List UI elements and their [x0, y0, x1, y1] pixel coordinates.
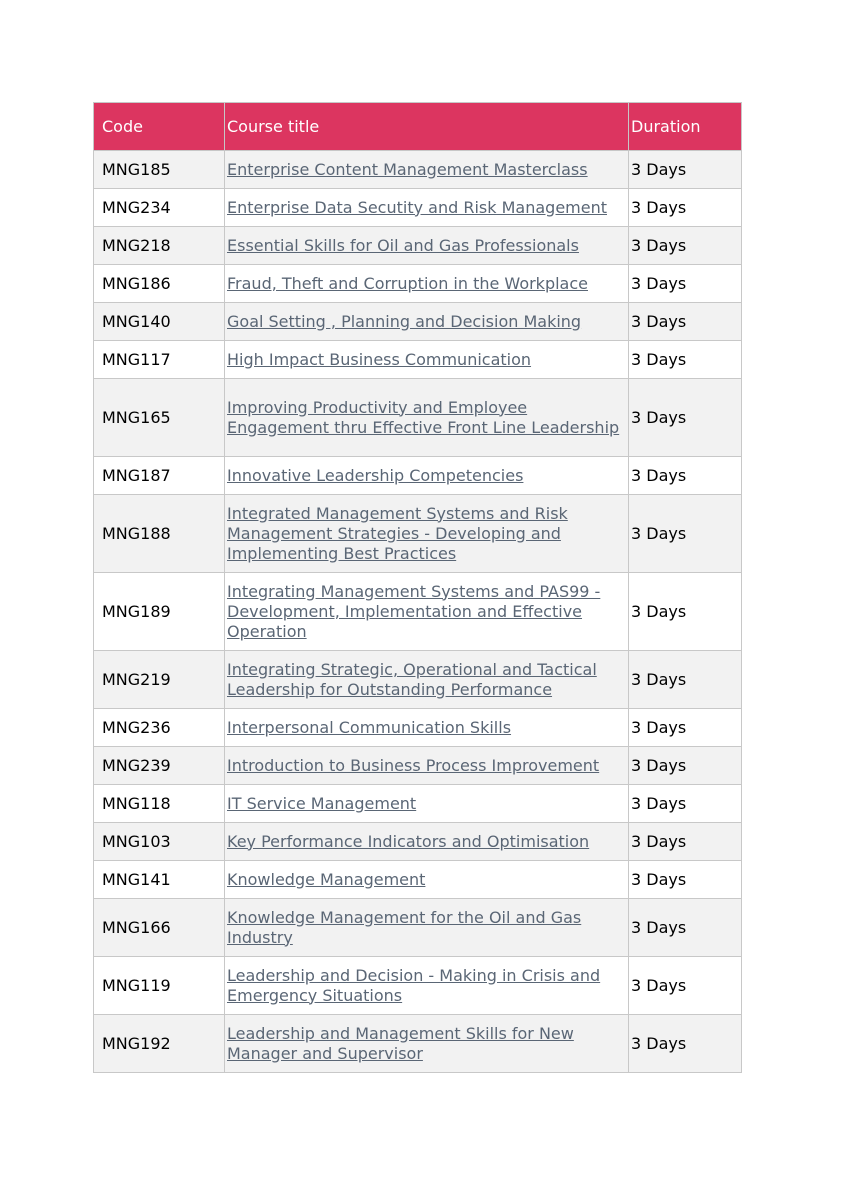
- course-code-cell: MNG188: [94, 495, 225, 573]
- table-header-row: [94, 103, 742, 151]
- course-duration-cell: 3 Days: [629, 899, 742, 957]
- course-title-cell: [225, 1015, 629, 1073]
- course-title-cell: [225, 189, 629, 227]
- table-row: [94, 747, 742, 785]
- course-title-link[interactable]: High Impact Business Communication: [227, 349, 532, 369]
- table-row: [94, 495, 742, 573]
- course-title-cell: [225, 151, 629, 189]
- course-title-link[interactable]: Fraud, Theft and Corruption in the Workplace: [227, 273, 588, 293]
- table-row: [94, 785, 742, 823]
- course-title-cell: [225, 379, 629, 457]
- course-title-cell: [225, 457, 629, 495]
- course-title-link[interactable]: Knowledge Management: [227, 869, 426, 889]
- course-duration-cell: 3 Days: [629, 265, 742, 303]
- table-row: [94, 899, 742, 957]
- table-row: [94, 573, 742, 651]
- course-code-cell: MNG140: [94, 303, 225, 341]
- course-duration-cell: 3 Days: [629, 785, 742, 823]
- course-title-link[interactable]: Integrated Management Systems and Risk Management Strategies - Developing and Implementing Best Practices: [227, 503, 568, 563]
- course-duration-cell: 3 Days: [629, 861, 742, 899]
- table-row: [94, 303, 742, 341]
- course-code-cell: MNG189: [94, 573, 225, 651]
- course-title-link[interactable]: Innovative Leadership Competencies: [227, 465, 524, 485]
- course-code-cell: MNG141: [94, 861, 225, 899]
- course-title-link[interactable]: Enterprise Content Management Masterclass: [227, 159, 588, 179]
- table-row: [94, 457, 742, 495]
- course-code-cell: MNG103: [94, 823, 225, 861]
- course-duration-cell: 3 Days: [629, 823, 742, 861]
- course-title-cell: [225, 823, 629, 861]
- course-duration-cell: 3 Days: [629, 495, 742, 573]
- course-title-link[interactable]: Key Performance Indicators and Optimisation: [227, 831, 590, 851]
- course-title-cell: [225, 747, 629, 785]
- course-code-cell: MNG187: [94, 457, 225, 495]
- course-title-cell: [225, 957, 629, 1015]
- course-table: [93, 102, 742, 1073]
- table-row: [94, 227, 742, 265]
- table-row: [94, 379, 742, 457]
- course-duration-cell: 3 Days: [629, 379, 742, 457]
- course-title-link[interactable]: IT Service Management: [227, 793, 417, 813]
- table-row: [94, 823, 742, 861]
- table-row: [94, 341, 742, 379]
- table-row: [94, 265, 742, 303]
- course-duration-cell: 3 Days: [629, 341, 742, 379]
- course-title-cell: [225, 651, 629, 709]
- table-row: [94, 151, 742, 189]
- course-title-link[interactable]: Goal Setting , Planning and Decision Making: [227, 311, 582, 331]
- course-code-cell: MNG118: [94, 785, 225, 823]
- table-row: [94, 651, 742, 709]
- course-duration-cell: 3 Days: [629, 227, 742, 265]
- course-title-link[interactable]: Knowledge Management for the Oil and Gas Industry: [227, 907, 582, 947]
- table-row: [94, 189, 742, 227]
- table-row: [94, 1015, 742, 1073]
- course-duration-cell: 3 Days: [629, 151, 742, 189]
- course-title-link[interactable]: Introduction to Business Process Improvement: [227, 755, 600, 775]
- course-title-cell: [225, 341, 629, 379]
- table-body: [94, 151, 742, 1073]
- course-code-cell: MNG166: [94, 899, 225, 957]
- course-title-link[interactable]: Integrating Management Systems and PAS99 - Development, Implementation and Effective Operation: [227, 581, 601, 641]
- course-code-cell: MNG218: [94, 227, 225, 265]
- course-title-link[interactable]: Interpersonal Communication Skills: [227, 717, 512, 737]
- course-title-cell: [225, 861, 629, 899]
- course-duration-cell: 3 Days: [629, 303, 742, 341]
- course-duration-cell: 3 Days: [629, 1015, 742, 1073]
- course-code-cell: MNG185: [94, 151, 225, 189]
- course-duration-cell: 3 Days: [629, 651, 742, 709]
- course-duration-cell: 3 Days: [629, 709, 742, 747]
- course-code-cell: MNG119: [94, 957, 225, 1015]
- course-title-cell: [225, 303, 629, 341]
- course-duration-cell: 3 Days: [629, 957, 742, 1015]
- course-duration-cell: 3 Days: [629, 573, 742, 651]
- course-code-cell: MNG192: [94, 1015, 225, 1073]
- course-code-cell: MNG239: [94, 747, 225, 785]
- table-row: [94, 709, 742, 747]
- course-title-link[interactable]: Essential Skills for Oil and Gas Professionals: [227, 235, 579, 255]
- course-title-cell: [225, 265, 629, 303]
- course-title-link[interactable]: Enterprise Data Secutity and Risk Management: [227, 197, 607, 217]
- course-title-cell: [225, 785, 629, 823]
- course-title-link[interactable]: Leadership and Management Skills for New Manager and Supervisor: [227, 1023, 574, 1063]
- course-title-cell: [225, 709, 629, 747]
- course-title-cell: [225, 573, 629, 651]
- column-header-duration: Duration: [629, 103, 742, 151]
- course-title-cell: [225, 899, 629, 957]
- course-code-cell: MNG236: [94, 709, 225, 747]
- course-title-link[interactable]: Leadership and Decision - Making in Crisis and Emergency Situations: [227, 965, 601, 1005]
- table-row: [94, 861, 742, 899]
- course-title-cell: [225, 495, 629, 573]
- course-title-link[interactable]: Integrating Strategic, Operational and Tactical Leadership for Outstanding Performance: [227, 659, 597, 699]
- course-duration-cell: 3 Days: [629, 189, 742, 227]
- course-code-cell: MNG186: [94, 265, 225, 303]
- table-row: [94, 957, 742, 1015]
- course-code-cell: MNG219: [94, 651, 225, 709]
- course-duration-cell: 3 Days: [629, 457, 742, 495]
- course-code-cell: MNG234: [94, 189, 225, 227]
- column-header-course-title: Course title: [225, 103, 629, 151]
- course-title-cell: [225, 227, 629, 265]
- course-code-cell: MNG165: [94, 379, 225, 457]
- course-title-link[interactable]: Improving Productivity and Employee Engagement thru Effective Front Line Leadership: [227, 397, 620, 437]
- column-header-code: Code: [94, 103, 225, 151]
- course-code-cell: MNG117: [94, 341, 225, 379]
- course-duration-cell: 3 Days: [629, 747, 742, 785]
